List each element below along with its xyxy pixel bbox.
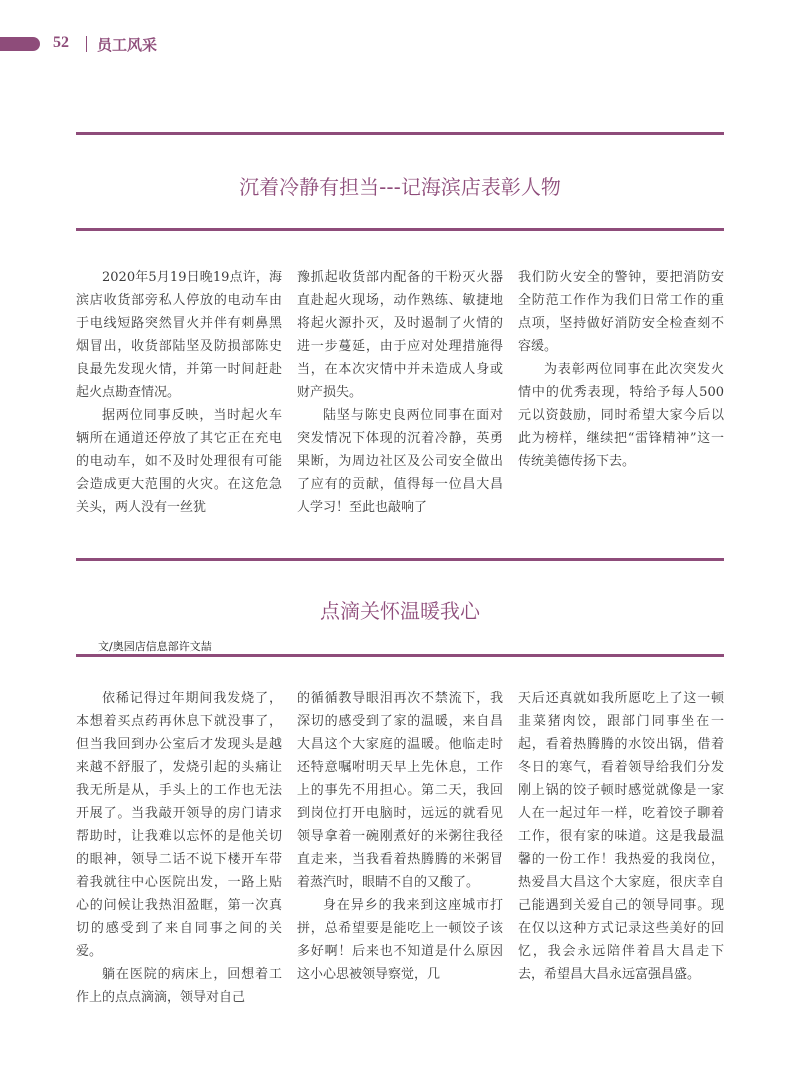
paragraph: 2020年5月19日晚19点许，海滨店收货部旁私人停放的电动车由于电线短路突然冒火并伴有刺鼻黑烟冒出，收货部陆坚及防损部陈史良最先发现火情，并第一时间赶赴起火点勘查情况。 [76,270,282,400]
article2-column-1 [76,687,282,1009]
paragraph: 的循循教导眼泪再次不禁流下，我深切的感受到了家的温暖，来自昌大昌这个大家庭的温暖。他临走时还特意嘱咐明天早上先休息，工作上的事先不用担心。第二天，我回到岗位打开电脑时，远远的就看见领导拿着一碗刚煮好的米粥往我径直走来，当我看着热腾腾的米粥冒着蒸汽时，眼睛不自的又酸了。 [297,691,503,890]
article2-top-rule [76,558,724,561]
page-number: 52 [53,34,69,51]
paragraph: 据两位同事反映，当时起火车辆所在通道还停放了其它正在充电的电动车，如不及时处理很有可能会造成更大范围的火灾。在这危急关头，两人没有一丝犹 [76,408,282,515]
paragraph: 躺在医院的病床上，回想着工作上的点点滴滴，领导对自己 [76,967,282,1005]
article2-byline: 文/奥园店信息部许文喆 [98,640,212,653]
article2-bottom-rule [76,654,724,657]
article1-top-rule [76,132,724,135]
article1-bottom-rule [76,228,724,231]
page-tab-marker [0,37,40,51]
header-divider [86,36,87,52]
paragraph: 天后还真就如我所愿吃上了这一顿韭菜猪肉饺，跟部门同事坐在一起，看着热腾腾的水饺出锅，借着冬日的寒气，看着领导给我们分发刚上锅的饺子顿时感觉就像是一家人在一起过年一样，吃着饺子聊着工作，很有家的味道。这是我最温馨的一份工作！我热爱的我岗位，热爱昌大昌这个大家庭，很庆幸自己能遇到关爱自己的领导同事。现在仅以这种方式记录这些美好的回忆，我会永远陪伴着昌大昌走下去，希望昌大昌永远富强昌盛。 [518,691,724,982]
section-name: 员工风采 [97,36,158,54]
article1-column-2 [297,266,503,519]
article2-column-2 [297,687,503,986]
article2-column-3 [518,687,724,986]
paragraph: 陆坚与陈史良两位同事在面对突发情况下体现的沉着冷静，英勇果断，为周边社区及公司安全做出了应有的贡献，值得每一位昌大昌人学习！至此也敲响了 [297,408,503,515]
paragraph: 为表彰两位同事在此次突发火情中的优秀表现，特给予每人500元以资鼓励，同时希望大家今后以此为榜样，继续把“雷锋精神”这一传统美德传扬下去。 [518,362,724,469]
article1-title: 沉着冷静有担当---记海滨店表彰人物 [239,175,561,199]
article1-column-3 [518,266,724,473]
paragraph: 身在异乡的我来到这座城市打拼，总希望要是能吃上一顿饺子该多好啊！后来也不知道是什么原因这小心思被领导察觉，几 [297,898,503,982]
paragraph: 我们防火安全的警钟，要把消防安全防范工作作为我们日常工作的重点项，坚持做好消防安全检查刻不容缓。 [518,270,724,354]
paragraph: 依稀记得过年期间我发烧了，本想着买点药再休息下就没事了，但当我回到办公室后才发现头是越来越不舒服了，发烧引起的头痛让我无所是从，手头上的工作也无法开展了。当我敲开领导的房门请求帮助时，让我难以忘怀的是他关切的眼神，领导二话不说下楼开车带着我就往中心医院出发，一路上贴心的问候让我热泪盈眶，第一次真切的感受到了来自同事之间的关爱。 [76,691,282,959]
paragraph: 豫抓起收货部内配备的干粉灭火器直赴起火现场，动作熟练、敏捷地将起火源扑灭，及时遏制了火情的进一步蔓延，由于应对处理措施得当，在本次灾情中并未造成人身或财产损失。 [297,270,503,400]
article1-column-1 [76,266,282,519]
article2-title: 点滴关怀温暖我心 [320,599,480,623]
